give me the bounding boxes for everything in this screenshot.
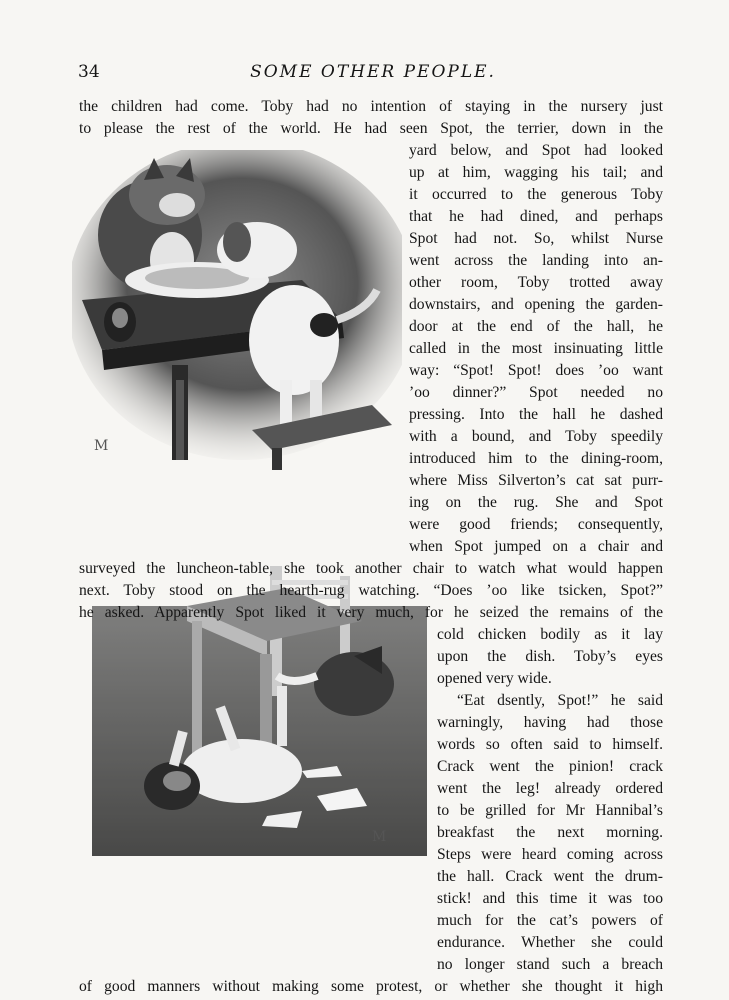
text-line: endurance. Whether she could xyxy=(437,934,663,951)
text-line: of good manners without making some protest, or whether she thought it high xyxy=(79,978,663,995)
text-line: to please the rest of the world. He had seen Spot, the terrier, down in the xyxy=(79,120,663,137)
svg-text:M: M xyxy=(372,829,387,845)
text-line: Spot had not. So, whilst Nurse xyxy=(409,230,663,247)
text-line: where Miss Silverton’s cat sat purr- xyxy=(409,472,663,489)
text-line: up at him, wagging his tail; and xyxy=(409,164,663,181)
page-header xyxy=(78,62,668,86)
text-line: it occurred to the generous Toby xyxy=(409,186,663,203)
text-line: that he had dined, and perhaps xyxy=(409,208,663,225)
text-line: breakfast the next morning. xyxy=(437,824,663,841)
text-line: “Eat dsently, Spot!” he said xyxy=(457,692,663,709)
text-line: were good friends; consequently, xyxy=(409,516,663,533)
svg-text:M: M xyxy=(94,438,109,454)
text-line: the children had come. Toby had no intention of staying in the nursery just xyxy=(79,98,663,115)
text-line: warningly, having had those xyxy=(437,714,663,731)
cat-and-terrier-at-table-illustration xyxy=(72,150,402,470)
text-line: introduced him to the dining-room, xyxy=(409,450,663,467)
text-line: when Spot jumped on a chair and xyxy=(409,538,663,555)
text-line: yard below, and Spot had looked xyxy=(409,142,663,159)
text-line: upon the dish. Toby’s eyes xyxy=(437,648,663,665)
text-line: ’oo dinner?” Spot needed no xyxy=(409,384,663,401)
text-line: with a bound, and Toby speedily xyxy=(409,428,663,445)
text-line: door at the end of the hall, he xyxy=(409,318,663,335)
text-line: cold chicken bodily as it lay xyxy=(437,626,663,643)
text-line: opened very wide. xyxy=(437,670,552,687)
text-line: called in the most insinuating little xyxy=(409,340,663,357)
text-line: Crack went the pinion! crack xyxy=(437,758,663,775)
text-line: downstairs, and opening the garden- xyxy=(409,296,663,313)
text-line: no longer stand such a breach xyxy=(437,956,663,973)
text-line: ing on the rug. She and Spot xyxy=(409,494,663,511)
text-line: surveyed the luncheon-table, she took another chair to watch what would happen xyxy=(79,560,663,577)
text-line: way: “Spot! Spot! does ’oo want xyxy=(409,362,663,379)
text-line: stick! and this time it was too xyxy=(437,890,663,907)
text-line: words so often said to himself. xyxy=(437,736,663,753)
text-line: went the leg! already ordered xyxy=(437,780,663,797)
text-line: the hall. Crack went the drum- xyxy=(437,868,663,885)
text-line: he asked. Apparently Spot liked it very much, for he seized the remains of the xyxy=(79,604,663,621)
running-head: SOME OTHER PEOPLE. xyxy=(250,62,496,82)
text-line: pressing. Into the hall he dashed xyxy=(409,406,663,423)
text-line: much for the cat’s powers of xyxy=(437,912,663,929)
text-line: to be grilled for Mr Hannibal’s xyxy=(437,802,663,819)
page-number: 34 xyxy=(78,62,100,82)
text-line: Steps were heard coming across xyxy=(437,846,663,863)
text-line: went across the landing into an- xyxy=(409,252,663,269)
text-line: next. Toby stood on the hearth-rug watching. “Does ’oo like tsicken, Spot?” xyxy=(79,582,663,599)
text-line: other room, Toby trotted away xyxy=(409,274,663,291)
